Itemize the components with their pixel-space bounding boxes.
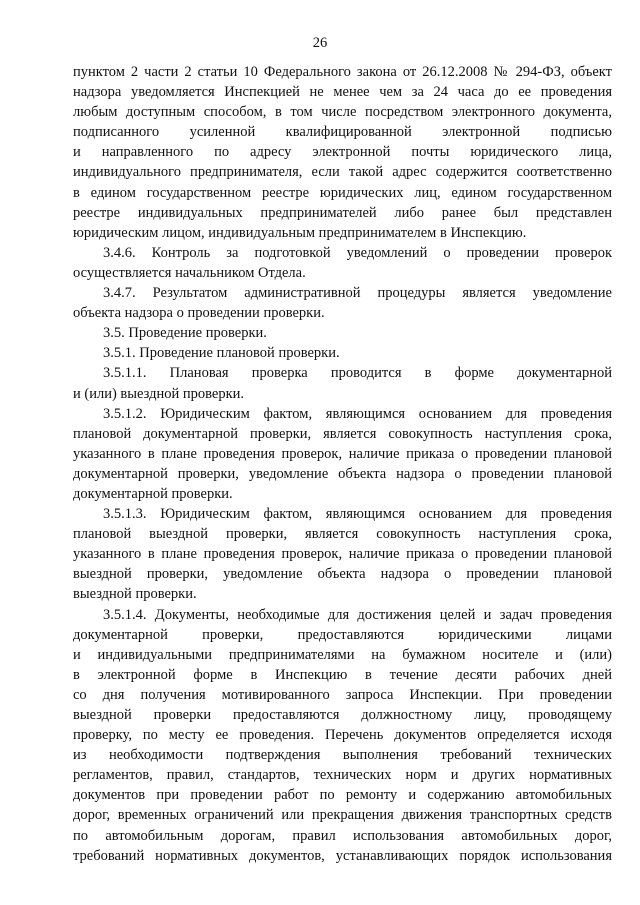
text-line: реестре индивидуальных предпринимателей либо ранее был представлен	[73, 204, 612, 221]
text-line: и индивидуальными предпринимателями на бумажном носителе и (или)	[73, 646, 612, 663]
text-line: выездной проверки.	[73, 586, 197, 603]
text-line: указанного в плане проведения проверок, наличие приказа о проведении плановой	[73, 445, 612, 462]
text-line: и (или) выездной проверки.	[73, 385, 244, 402]
text-line: документарной проверки.	[73, 485, 233, 502]
text-line: индивидуального предпринимателя, если такой адрес содержится соответственно	[73, 164, 612, 181]
text-line: 3.5. Проведение проверки.	[103, 325, 267, 342]
text-line: юридическим лицом, индивидуальным предпринимателем в Инспекцию.	[73, 224, 527, 241]
document-body	[73, 62, 612, 866]
text-line: 3.5.1.4. Документы, необходимые для достижения целей и задач проведения	[103, 606, 612, 623]
text-line: документарной проверки, предоставляются юридическими лицами	[73, 626, 612, 643]
text-line: документарной проверки, уведомление объекта надзора о проведении плановой	[73, 465, 612, 482]
text-line: плановой выездной проверки, является совокупность наступления срока,	[73, 526, 612, 543]
text-line: подписанного усиленной квалифицированной электронной подписью	[73, 124, 612, 141]
text-line: объекта надзора о проведении проверки.	[73, 305, 325, 322]
text-line: 3.5.1.1. Плановая проверка проводится в форме документарной	[103, 365, 612, 382]
text-line: выездной проверки, уведомление объекта надзора о проведении плановой	[73, 566, 612, 583]
text-line: 3.5.1. Проведение плановой проверки.	[103, 345, 340, 362]
text-line: регламентов, правил, стандартов, технических норм и других нормативных	[73, 767, 612, 784]
text-line: дорог, временных ограничений или прекращения движения транспортных средств	[73, 807, 612, 824]
text-line: 3.4.6. Контроль за подготовкой уведомлений о проведении проверок	[103, 244, 612, 261]
text-line: со дня получения мотивированного запроса Инспекции. При проведении	[73, 686, 612, 703]
text-line: из необходимости подтверждения выполнения требований технических	[73, 747, 612, 764]
text-line: в едином государственном реестре юридических лиц, едином государственном	[73, 184, 612, 201]
text-line: надзора уведомляется Инспекцией не менее чем за 24 часа до ее проведения	[73, 84, 612, 101]
text-line: пунктом 2 части 2 статьи 10 Федерального закона от 26.12.2008 № 294-ФЗ, объект	[73, 64, 612, 80]
text-line: 3.5.1.3. Юридическим фактом, являющимся основанием для проведения	[103, 506, 612, 523]
text-line: и направленного по адресу электронной почты юридического лица,	[73, 144, 612, 161]
text-line: документов при проведении работ по ремонту и содержанию автомобильных	[73, 787, 612, 804]
page-number: 26	[312, 35, 328, 51]
text-line: требований нормативных документов, устанавливающих порядок использования	[73, 847, 612, 864]
text-line: выездной проверки предоставляются должностному лицу, проводящему	[73, 707, 612, 723]
text-line: проверку, по месту ее проведения. Перечень документов определяется исходя	[73, 727, 612, 744]
text-line: осуществляется начальником Отдела.	[73, 264, 306, 281]
text-line: 3.5.1.2. Юридическим фактом, являющимся основанием для проведения	[103, 405, 612, 422]
text-line: по автомобильным дорогам, правил использования автомобильных дорог,	[73, 827, 612, 844]
text-line: любым доступным способом, в том числе посредством электронного документа,	[73, 104, 612, 121]
text-line: плановой документарной проверки, является совокупность наступления срока,	[73, 425, 612, 442]
text-line: в электронной форме в Инспекцию в течение десяти рабочих дней	[73, 666, 612, 683]
text-line: 3.4.7. Результатом административной процедуры является уведомление	[103, 285, 612, 302]
text-line: указанного в плане проведения проверок, наличие приказа о проведении плановой	[73, 546, 612, 563]
